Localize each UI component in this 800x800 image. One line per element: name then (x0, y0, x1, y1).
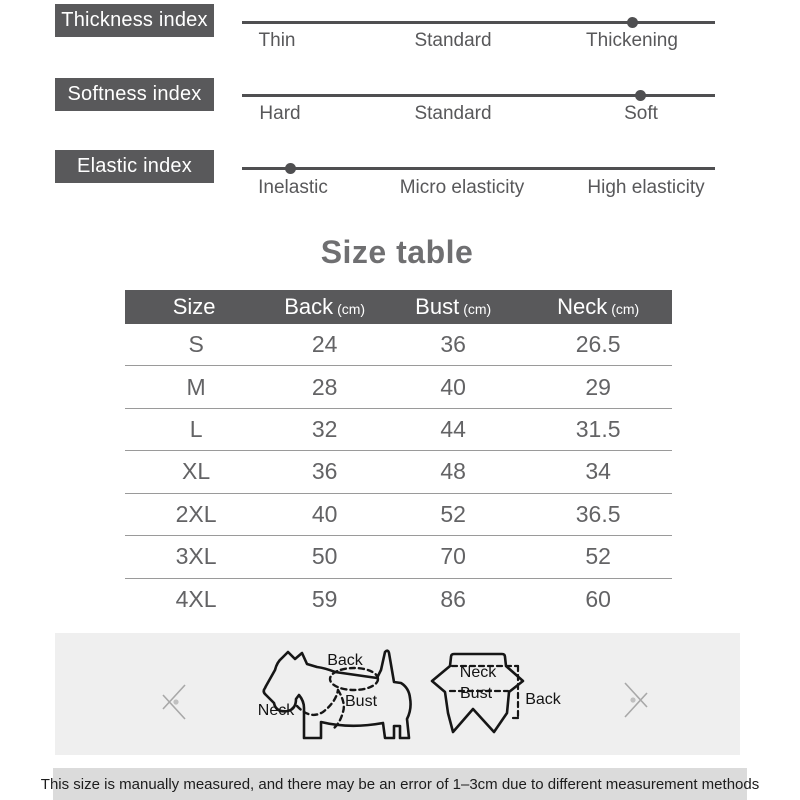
table-cell: XL (182, 458, 211, 485)
table-row (125, 409, 672, 451)
dog-back-label: Back (327, 652, 363, 669)
carousel-prev-icon[interactable] (163, 685, 185, 719)
elastic-slider-dot (285, 163, 296, 174)
table-cell: 36 (311, 458, 338, 485)
table-cell: 52 (440, 500, 466, 527)
size-table-title: Size table (320, 234, 474, 270)
table-cell: 50 (311, 543, 338, 570)
index-option-label: Thin (258, 30, 296, 51)
softness-slider-dot (635, 90, 646, 101)
thickness-slider-track (242, 21, 715, 24)
table-cell: 70 (440, 543, 466, 570)
table-cell: 44 (440, 416, 466, 443)
table-row (125, 366, 672, 408)
table-row (125, 324, 672, 366)
index-option-label: Soft (624, 103, 658, 124)
table-cell: 24 (311, 331, 338, 358)
table-cell: M (186, 373, 206, 400)
header-cell-neck: Neck (cm) (557, 294, 640, 319)
table-cell: 48 (440, 458, 466, 485)
table-row (125, 536, 672, 578)
garment-neck-label: Neck (459, 664, 497, 681)
index-option-label: Thickening (586, 30, 678, 51)
dog-neck-label: Neck (257, 702, 295, 719)
table-cell: 59 (311, 586, 338, 613)
table-cell: 26.5 (575, 331, 621, 358)
table-cell: 2XL (175, 500, 217, 527)
table-cell: 40 (440, 373, 466, 400)
table-cell: 34 (585, 458, 611, 485)
header-cell-size: Size (172, 294, 216, 319)
thickness-index-badge: Thickness index (55, 4, 214, 37)
index-option-label: Standard (414, 103, 492, 124)
table-row (125, 579, 672, 621)
table-cell: L (189, 416, 203, 443)
measure-diagram-panel (55, 633, 740, 755)
table-cell: 52 (585, 543, 611, 570)
table-cell: 32 (311, 416, 338, 443)
table-cell: 86 (440, 586, 466, 613)
garment-bust-label: Bust (459, 685, 493, 702)
measurement-note-bar: This size is manually measured, and there may be an error of 1–3cm due to different measurement methods (53, 768, 747, 800)
header-cell-back: Back (cm) (284, 294, 366, 319)
thickness-slider-dot (627, 17, 638, 28)
elastic-index-badge: Elastic index (55, 150, 214, 183)
table-cell: 28 (311, 373, 338, 400)
table-row (125, 494, 672, 536)
table-cell: 3XL (175, 543, 217, 570)
index-option-label: Standard (414, 30, 492, 51)
size-table-body (125, 324, 672, 621)
table-cell: 29 (585, 373, 611, 400)
elastic-slider-track (242, 167, 715, 170)
table-cell: S (188, 331, 204, 358)
softness-index-badge: Softness index (55, 78, 214, 111)
table-cell: 40 (311, 500, 338, 527)
table-cell: 31.5 (575, 416, 621, 443)
table-cell: 60 (585, 586, 611, 613)
index-option-label: Inelastic (258, 177, 328, 198)
header-cell-bust: Bust (cm) (415, 294, 492, 319)
measure-diagram-art (55, 633, 740, 755)
index-option-label: Hard (259, 103, 301, 124)
size-table-header (125, 290, 672, 324)
index-option-label: Micro elasticity (399, 177, 525, 198)
index-option-label: High elasticity (587, 177, 705, 198)
table-row (125, 451, 672, 493)
table-cell: 36.5 (575, 500, 621, 527)
garment-back-label: Back (525, 691, 561, 708)
carousel-next-icon[interactable] (625, 683, 647, 717)
dog-bust-label: Bust (344, 693, 378, 710)
table-cell: 4XL (175, 586, 217, 613)
table-cell: 36 (440, 331, 466, 358)
